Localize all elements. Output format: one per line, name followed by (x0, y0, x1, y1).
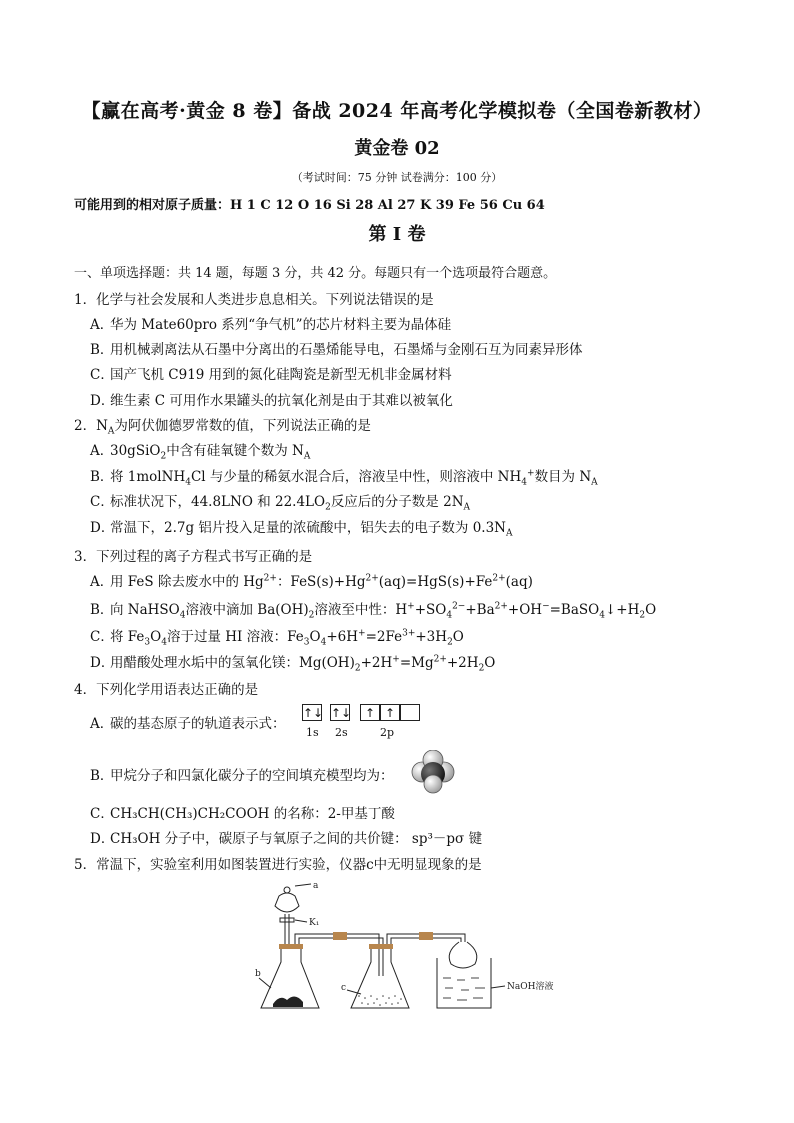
q2-option-c: C．标准状况下，44.8LNO 和 $22.4LO_2$反应后的分子数是 $2N_A$ (90, 494, 471, 513)
orbital-box-2s: ↑↓ (331, 706, 352, 720)
q1-option-c: C．国产飞机 C919 用到的氮化硅陶瓷是新型无机非金属材料 (90, 367, 452, 383)
q1-option-a: A．华为 Mate60pro 系列“争气机”的芯片材料主要为晶体硅 (90, 317, 452, 333)
label-naoh: NaOH溶液 (507, 982, 554, 992)
q4-option-d: D．CH₃OH 分子中，碳原子与氧原子之间的共价键： sp³－pσ 键 (90, 831, 483, 847)
q4-stem: 4．下列化学用语表达正确的是 (74, 682, 259, 698)
exam-info: （考试时间：75 分钟 试卷满分：100 分） (291, 171, 503, 184)
page-title: 【赢在高考·黄金 8 卷】备战 2024 年高考化学模拟卷（全国卷新教材） (81, 100, 713, 122)
volume-heading: 第 I 卷 (368, 224, 426, 245)
q2-stem: 2．$N_A$为阿伏伽德罗常数的值，下列说法正确的是 (74, 418, 371, 437)
orbital-label-2p: 2p (380, 726, 395, 739)
q1-option-b: B．用机械剥离法从石墨中分离出的石墨烯能导电，石墨烯与金刚石互为同素异形体 (90, 342, 583, 358)
orbital-box-2p-1: ↑ (360, 704, 380, 721)
orbital-box-2p-3 (400, 704, 420, 721)
label-k1: K₁ (309, 918, 320, 928)
label-a: a (313, 881, 319, 891)
q2-option-a: A．30gSiO$_2$中含有硅氧键个数为 $N_A$ (90, 443, 311, 462)
q3-option-d: D．用醋酸处理水垢中的氢氧化镁：$Mg(OH)_2+2H^+=Mg^{2+}+2H_2O$ (90, 654, 496, 674)
q4-option-a: A．碳的基态原子的轨道表示式： (90, 716, 286, 732)
orbital-box-1s: ↑↓ (303, 706, 324, 720)
label-c: c (341, 983, 347, 993)
q3-stem: 3．下列过程的离子方程式书写正确的是 (74, 549, 313, 565)
space-filling-model-icon (410, 750, 456, 794)
q3-option-c: C．将 $Fe_3O_4$溶于过量 HI 溶液：$Fe_3O_4+6H^+=2Fe^{3+}+3H_2O$ (90, 628, 464, 648)
q3-option-a: A．用 FeS 除去废水中的 $Hg^{2+}$：$FeS(s)+Hg^{2+}(aq)=HgS(s)+Fe^{2+}(aq)$ (90, 573, 533, 590)
label-b: b (255, 969, 261, 979)
q4-option-b: B．甲烷分子和四氯化碳分子的空间填充模型均为： (90, 768, 394, 784)
lab-apparatus-diagram (255, 878, 555, 1014)
q2-option-b: B．将 1molNH$_4$Cl 与少量的稀氨水混合后，溶液呈中性，则溶液中 $NH_4^+$数目为 $N_A$ (90, 468, 598, 488)
q2-option-d: D．常温下，2.7g 铝片投入足量的浓硫酸中，铝失去的电子数为 $0.3N_A$ (90, 520, 513, 539)
q1-stem: 1．化学与社会发展和人类进步息息相关。下列说法错误的是 (74, 292, 434, 308)
atomic-masses: 可能用到的相对原子质量：H 1 C 12 O 16 Si 28 Al 27 K 39 Fe 56 Cu 64 (74, 198, 545, 213)
orbital-label-1s: 1s (306, 726, 319, 739)
q4-option-c: C．CH₃CH(CH₃)CH₂COOH 的名称：2-甲基丁酸 (90, 806, 395, 822)
orbital-label-2s: 2s (335, 726, 348, 739)
orbital-box-2p-2: ↑ (380, 704, 400, 721)
q1-option-d: D．维生素 C 可用作水果罐头的抗氧化剂是由于其难以被氧化 (90, 393, 453, 409)
q5-stem: 5．常温下，实验室利用如图装置进行实验，仪器c中无明显现象的是 (74, 857, 482, 873)
section-heading: 一、单项选择题：共 14 题，每题 3 分，共 42 分。每题只有一个选项最符合题意。 (74, 266, 557, 281)
page-subtitle: 黄金卷 02 (354, 138, 440, 159)
orbital-diagram (302, 704, 432, 744)
q3-option-b: B．向 NaHSO$_4$溶液中滴加 $Ba(OH)_2$溶液至中性：$H^++SO_4^{2-}+Ba^{2+}+OH^-=BaSO_4↓+H_2O$ (90, 601, 657, 621)
